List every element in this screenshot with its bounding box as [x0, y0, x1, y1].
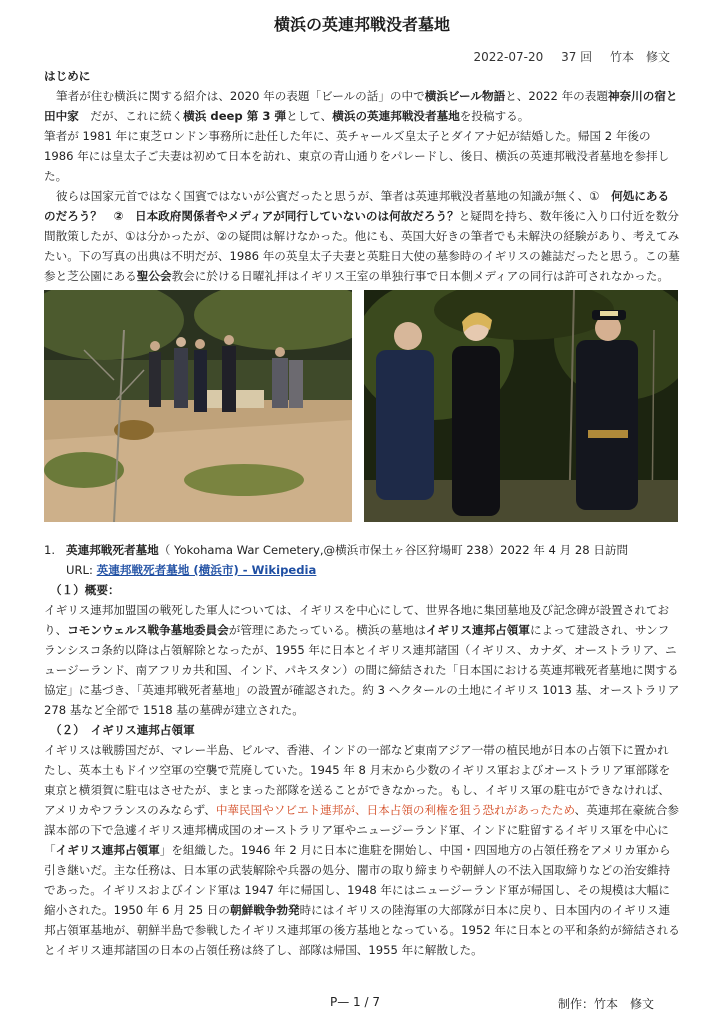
subsection-2-heading: （２） イギリス連邦占領軍: [50, 723, 195, 737]
bold-run: 何処にあるのだろう？ ② 日本政府関係者やメディアが同行していないのは何故だろう？: [44, 189, 670, 223]
text-run: イギリス連邦加盟国の戦死した軍人については、イギリスを中心にして、世界各地に集団墓地及び記念碑が設置されており、: [44, 603, 670, 637]
text-run: として、: [286, 109, 333, 123]
subsection-1-paragraph: [44, 600, 680, 720]
section-number: 1.: [44, 543, 56, 557]
bold-run: イギリス連邦占領軍: [425, 623, 530, 637]
url-line: [44, 560, 680, 580]
bold-run: 横浜ビール物語: [424, 89, 506, 103]
text-run: 彼らは国家元首ではなく国賓ではないが公賓だったと思うが、筆者は英連邦戦没者墓地の知識が無く、①: [56, 189, 612, 203]
intro-paragraph-1: [44, 86, 680, 126]
text-run: 筆者が住む横浜に関する紹介は、2020 年の表題「ビールの話」の中で: [56, 89, 425, 103]
document-issue: 37 回: [561, 50, 593, 64]
subsection-2-paragraph: [44, 740, 680, 960]
intro-heading: はじめに: [44, 69, 91, 83]
document-meta: [459, 48, 670, 65]
bold-run: 神奈川の宿と田中家: [44, 89, 678, 123]
wikipedia-link[interactable]: 英連邦戦死者墓地 (横浜市) - Wikipedia: [96, 563, 317, 577]
text-run: 、英連邦在豪統合参謀本部の下で急遽イギリス連邦構成国のオーストラリア軍やニュージーランド軍、インドに駐留するイギリス軍を中心に「: [44, 803, 680, 857]
bold-run: 聖公会: [136, 269, 172, 283]
text-run: が管理にあたっている。横浜の墓地は: [228, 623, 426, 637]
section-1-title: [44, 540, 680, 560]
text-run: と、2022 年の表題: [505, 89, 608, 103]
footer-author: 制作：竹本 修文: [557, 997, 654, 1011]
subsection-1-heading: （１）概要：: [50, 583, 120, 597]
bold-run: コモンウェルス戦争墓地委員会: [67, 623, 229, 637]
section-heading: 英連邦戦死者墓地: [66, 543, 159, 557]
text-run: を投稿する。: [459, 109, 530, 123]
document-title: 横浜の英連邦戦没者墓地: [273, 15, 450, 34]
text-run: と疑問を持ち、数年後に入り口付近を数分間散策したが、①は分かったが、②の疑問は解けなかった。他にも、英国大好きの筆者でも未解決の経験があり、考えてみたい。下の写真の出典は不明だが、1986 年の英皇太子夫妻と英駐日大使の墓参時のイギリスの雑誌だったと思う。この墓参と芝公園にある: [44, 209, 680, 283]
bold-run: 朝鮮戦争勃発: [230, 903, 300, 917]
url-label: URL:: [66, 563, 97, 577]
cemetery-photo: [44, 290, 352, 522]
text-run: だが、これに続く: [90, 109, 184, 123]
intro-paragraph-2: 筆者が 1981 年に東芝ロンドン事務所に赴任した年に、英チャールズ皇太子とダイアナ妃が結婚した。帰国 2 年後の 1986 年には皇太子ご夫妻は初めて日本を訪れ、東京の青山通りをパレードし、後日、横浜の英連邦戦没者墓地を参拝した。: [44, 129, 670, 183]
document-author: 竹本 修文: [609, 50, 670, 64]
text-run: によって建設され、サンフランシスコ条約以降は占領解除となったが、1955 年に日本とイギリス連邦諸国（イギリス、カナダ、オーストラリア、ニュージーランド、南アフリカ共和国、インド、パキスタン）の間に締結された「日本国における英連邦戦死者墓地に関する協定」に基づき、「英連邦戦死者墓地」の設置が確認された。約 3 ヘクタールの土地にイギリス 1013 基、オーストラリア 278 基など全部で 1518 基の墓碑が建立された。: [44, 623, 680, 717]
highlight-run: 中華民国やソビエト連邦が、日本占領の利権を狙う恐れがあったため: [215, 803, 575, 817]
document-date: 2022-07-20: [473, 50, 544, 64]
document-body: [44, 66, 680, 960]
page-number: P— 1 / 7: [330, 995, 380, 1009]
text-run: 」を組織した。1946 年 2 月に日本に進駐を開始し、中国・四国地方の占領任務をアメリカ軍から引き継いだ。主な任務は、日本軍の武装解除や兵器の処分、闇市の取り締まりや朝鮮人の不法入国取締りなどの治安維持であった。イギリスおよびインド軍は 1947 年に帰国し、1948 年にはニュージーランド軍が帰国し、その規模は大幅に縮小された。1950 年 6 月 25 日の: [44, 843, 671, 917]
bold-run: 横浜の英連邦戦没者墓地: [332, 109, 460, 123]
text-run: 教会に於ける日曜礼拝はイギリス王室の単独行事で日本側メディアの同行は許可されなかった。: [171, 269, 669, 283]
photo-row: [44, 290, 680, 526]
royal-visit-photo: [364, 290, 678, 522]
text-run: 時にはイギリスの陸海軍の大部隊が日本に戻り、日本国内のイギリス連邦占領軍基地が、朝鮮半島で参戦したイギリス連邦軍の後方基地となっている。1952 年に日本との平和条約が締結されるとイギリス連邦諸国の日本の占領任務は終了し、部隊は帰国、1955 年に解散した。: [44, 903, 680, 957]
bold-run: 横浜 deep 第 3 弾: [183, 109, 287, 123]
text-run: イギリスは戦勝国だが、マレー半島、ビルマ、香港、インドの一部など東南アジア一帯の植民地が日本の占領下に置かれたし、英本土もドイツ空軍の空襲で荒廃していた。1945 年 8 月末から少数のイギリス軍およびオーストラリア軍部隊を東京と横須賀に駐屯はさせたが、まとまった部隊を送ることができなかった。もし、イギリス軍の駐屯ができなければ、アメリカやフランスのみならず、: [44, 743, 671, 817]
bold-run: イギリス連邦占領軍: [55, 843, 160, 857]
intro-paragraph-3: [44, 186, 680, 286]
section-heading-detail: （ Yokohama War Cemetery,@横浜市保土ヶ谷区狩場町 238）2022 年 4 月 28 日訪問: [158, 543, 629, 557]
